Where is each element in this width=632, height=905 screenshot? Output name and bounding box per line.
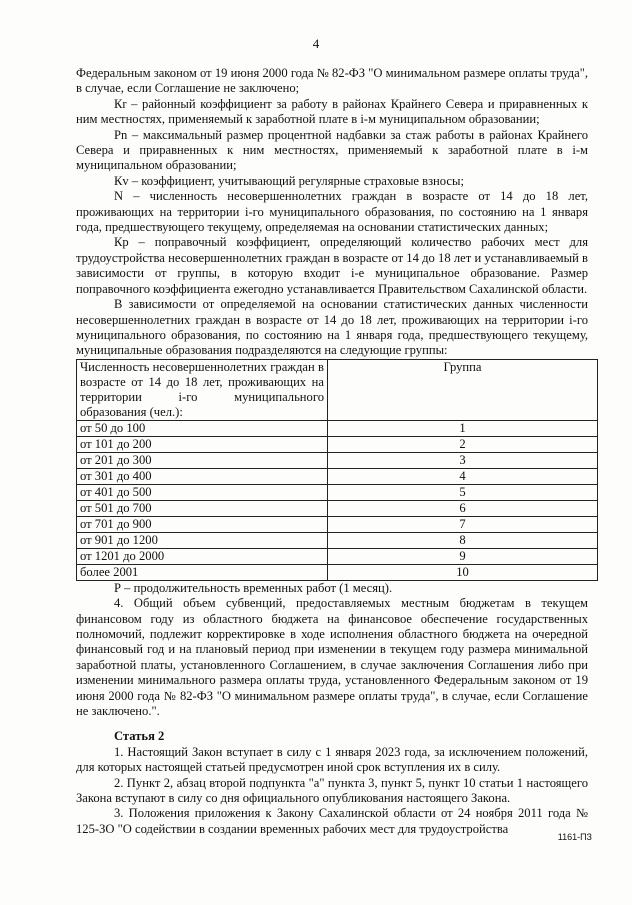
table-row	[77, 564, 598, 580]
table-cell-group: 3	[328, 452, 598, 468]
table-cell-group: 10	[328, 564, 598, 580]
table-cell-range: от 701 до 900	[77, 516, 328, 532]
table-cell-group: 2	[328, 436, 598, 452]
table-row	[77, 500, 598, 516]
paragraph: 2. Пункт 2, абзац второй подпункта "а" пункта 3, пункт 5, пункт 10 статьи 1 настоящего Закона вступают в силу со дня официального опубликования настоящего Закона.	[76, 775, 588, 805]
table-row	[77, 484, 598, 500]
paragraph: В зависимости от определяемой на основании статистических данных численности несовершеннолетних граждан в возрасте от 14 до 18 лет, проживающих на территории i-го муниципального образования, по состоянию на 1 января года, предшествующего текущему, муниципальные образования подразделяются на следующие группы:	[76, 297, 588, 358]
article-paragraphs	[76, 745, 588, 837]
table-cell-range: от 501 до 700	[77, 500, 328, 516]
table-row	[77, 516, 598, 532]
paragraph: Кр – поправочный коэффициент, определяющий количество рабочих мест для трудоустройства несовершеннолетних граждан в возрасте от 14 до 18 лет и устанавливаемый в зависимости от группы, в которую входит i-е муниципальное образование. Размер поправочного коэффициента ежегодно устанавливается Правительством Сахалинской области.	[76, 235, 588, 296]
paragraphs-top	[76, 66, 588, 359]
paragraph: 1. Настоящий Закон вступает в силу с 1 января 2023 года, за исключением положений, для которых настоящей статьей предусмотрен иной срок вступления их в силу.	[76, 744, 588, 775]
table-row	[77, 436, 598, 452]
table-cell-range: от 301 до 400	[77, 468, 328, 484]
table-cell-range: от 401 до 500	[77, 484, 328, 500]
paragraph: 4. Общий объем субвенций, предоставляемых местным бюджетам в текущем финансовом году из областного бюджета на финансовое обеспечение государственных полномочий, подлежит корректировке в ходе исполнения областного бюджета на очередной финансовый год и на плановый период при изменении в текущем году размера минимальной заработной платы, установленного Соглашением, в случае заключения Соглашения либо при изменении минимального размера оплаты труда, установленного Федеральным законом от 19 июня 2000 года № 82-ФЗ "О минимальном размере оплаты труда", в случае, если Соглашение не заключено.".	[76, 596, 588, 718]
table-row	[77, 420, 598, 436]
table-header-row	[77, 359, 598, 420]
table-cell-group: 9	[328, 548, 598, 564]
paragraph: Р – продолжительность временных работ (1 месяц).	[114, 580, 393, 595]
table-cell-group: 1	[328, 420, 598, 436]
table-cell-range: от 101 до 200	[77, 436, 328, 452]
paragraphs-after-table	[76, 581, 588, 720]
table-cell-group: 5	[328, 484, 598, 500]
table-row	[77, 548, 598, 564]
table-row	[77, 452, 598, 468]
table-cell-range: от 901 до 1200	[77, 532, 328, 548]
paragraph: 3. Положения приложения к Закону Сахалинской области от 24 ноября 2011 года № 125-ЗО "О содействии в создании временных рабочих мест для трудоустройства	[76, 806, 588, 836]
table-header-population: Численность несовершеннолетних граждан в возрасте от 14 до 18 лет, проживающих на территории i-го муниципального образования (чел.):	[77, 359, 328, 420]
table-row	[77, 468, 598, 484]
table-cell-group: 8	[328, 532, 598, 548]
table-row	[77, 532, 598, 548]
paragraph: Федеральным законом от 19 июня 2000 года № 82-ФЗ "О минимальном размере оплаты труда", в случае, если Соглашение не заключено;	[76, 66, 588, 96]
paragraph: Рn – максимальный размер процентной надбавки за стаж работы в районах Крайнего Севера и приравненных к ним местностях, применяемый к заработной плате в i-м муниципальном образовании;	[76, 127, 588, 173]
table-cell-range: от 201 до 300	[77, 452, 328, 468]
table-cell-range: более 2001	[77, 564, 328, 580]
table-cell-range: от 50 до 100	[77, 420, 328, 436]
paragraph: Кv – коэффициент, учитывающий регулярные страховые взносы;	[114, 173, 464, 188]
table-cell-group: 4	[328, 468, 598, 484]
page-number: 4	[312, 36, 320, 51]
article-title: Статья 2	[114, 729, 165, 744]
footer-document-code: 1161-ПЗ	[557, 831, 592, 842]
groups-table	[76, 359, 598, 581]
table-header-group: Группа	[328, 359, 598, 420]
table-cell-group: 7	[328, 516, 598, 532]
table-cell-group: 6	[328, 500, 598, 516]
paragraph: Кr – районный коэффициент за работу в районах Крайнего Севера и приравненных к ним местностях, применяемый к заработной плате в i-м муниципальном образовании;	[76, 96, 588, 127]
paragraph: N – численность несовершеннолетних граждан в возрасте от 14 до 18 лет, проживающих на территории i-го муниципального образования, по состоянию на 1 января года, предшествующего текущему, определяемая на основании статистических данных;	[76, 189, 588, 235]
document-body	[76, 66, 588, 837]
table-cell-range: от 1201 до 2000	[77, 548, 328, 564]
